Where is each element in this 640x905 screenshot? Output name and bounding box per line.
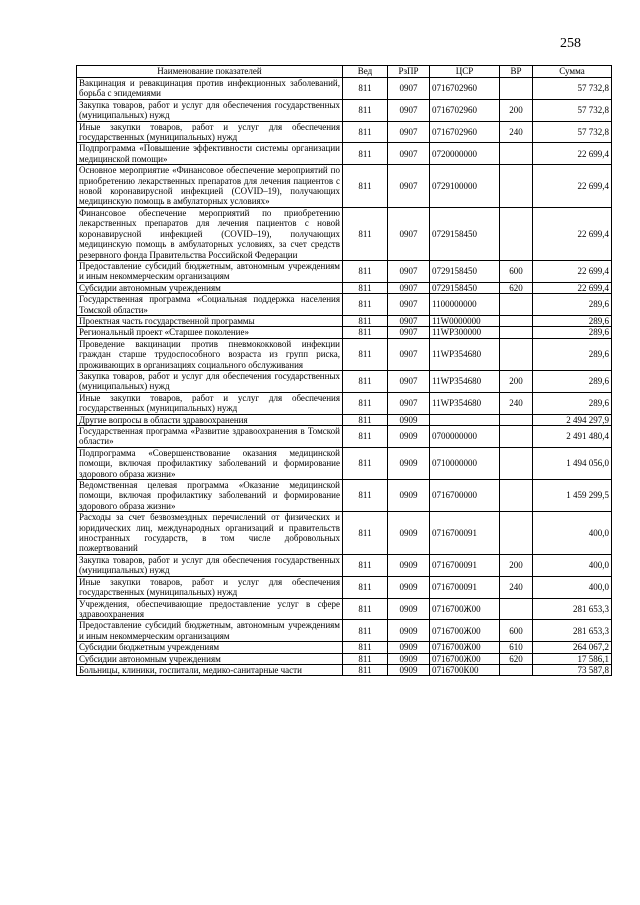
table-row xyxy=(77,315,612,326)
cell-vr xyxy=(500,327,533,338)
cell-sum: 22 699,4 xyxy=(533,143,612,165)
cell-vr xyxy=(500,315,533,326)
table-row xyxy=(77,338,612,370)
cell-vr xyxy=(500,598,533,620)
cell-ved: 811 xyxy=(343,554,388,576)
cell-ved: 811 xyxy=(343,207,388,260)
cell-rzpr: 0907 xyxy=(388,260,430,282)
cell-rzpr: 0909 xyxy=(388,598,430,620)
cell-csr: 0716700Ж00 xyxy=(430,620,500,642)
cell-rzpr: 0909 xyxy=(388,664,430,675)
cell-sum: 289,6 xyxy=(533,327,612,338)
cell-name: Иные закупки товаров, работ и услуг для обеспечения государственных (муниципальных) нужд xyxy=(77,576,343,598)
cell-sum: 400,0 xyxy=(533,554,612,576)
cell-csr xyxy=(430,414,500,425)
cell-vr: 200 xyxy=(500,554,533,576)
cell-csr: 0729158450 xyxy=(430,260,500,282)
cell-vr: 620 xyxy=(500,282,533,293)
cell-csr: 0729158450 xyxy=(430,207,500,260)
cell-sum: 2 494 297,9 xyxy=(533,414,612,425)
table-body xyxy=(77,78,612,676)
table-row xyxy=(77,576,612,598)
header-ved: Вед xyxy=(343,66,388,78)
cell-rzpr: 0907 xyxy=(388,143,430,165)
cell-vr xyxy=(500,165,533,208)
cell-rzpr: 0907 xyxy=(388,78,430,100)
cell-ved: 811 xyxy=(343,121,388,143)
cell-vr xyxy=(500,447,533,479)
cell-sum: 1 459 299,5 xyxy=(533,480,612,512)
cell-rzpr: 0907 xyxy=(388,121,430,143)
cell-ved: 811 xyxy=(343,282,388,293)
cell-csr: 0729100000 xyxy=(430,165,500,208)
cell-ved: 811 xyxy=(343,447,388,479)
cell-sum: 2 491 480,4 xyxy=(533,426,612,448)
table-row xyxy=(77,370,612,392)
cell-vr xyxy=(500,338,533,370)
cell-csr: 0716702960 xyxy=(430,99,500,121)
cell-sum: 289,6 xyxy=(533,392,612,414)
cell-name: Подпрограмма «Повышение эффективности системы организации медицинской помощи» xyxy=(77,143,343,165)
cell-sum: 22 699,4 xyxy=(533,260,612,282)
cell-csr: 0710000000 xyxy=(430,447,500,479)
table-row xyxy=(77,426,612,448)
cell-rzpr: 0907 xyxy=(388,294,430,316)
cell-sum: 57 732,8 xyxy=(533,78,612,100)
cell-vr: 600 xyxy=(500,260,533,282)
cell-ved: 811 xyxy=(343,294,388,316)
cell-rzpr: 0907 xyxy=(388,327,430,338)
table-row xyxy=(77,260,612,282)
cell-name: Субсидии бюджетным учреждениям xyxy=(77,642,343,653)
cell-name: Закупка товаров, работ и услуг для обеспечения государственных (муниципальных) нужд xyxy=(77,99,343,121)
cell-csr: 0720000000 xyxy=(430,143,500,165)
cell-ved: 811 xyxy=(343,414,388,425)
cell-csr: 0716702960 xyxy=(430,121,500,143)
cell-csr: 0716702960 xyxy=(430,78,500,100)
cell-name: Закупка товаров, работ и услуг для обеспечения государственных (муниципальных) нужд xyxy=(77,554,343,576)
cell-sum: 400,0 xyxy=(533,576,612,598)
table-row xyxy=(77,207,612,260)
cell-vr: 610 xyxy=(500,642,533,653)
cell-csr: 0716700Ж00 xyxy=(430,598,500,620)
table-row xyxy=(77,554,612,576)
cell-rzpr: 0909 xyxy=(388,426,430,448)
header-vr: ВР xyxy=(500,66,533,78)
cell-vr xyxy=(500,664,533,675)
cell-ved: 811 xyxy=(343,642,388,653)
cell-ved: 811 xyxy=(343,576,388,598)
cell-ved: 811 xyxy=(343,165,388,208)
cell-rzpr: 0909 xyxy=(388,447,430,479)
cell-name: Ведомственная целевая программа «Оказание медицинской помощи, включая профилактику заболеваний и формирование здорового образа жизни» xyxy=(77,480,343,512)
cell-csr: 0700000000 xyxy=(430,426,500,448)
cell-rzpr: 0907 xyxy=(388,165,430,208)
cell-sum: 57 732,8 xyxy=(533,121,612,143)
cell-name: Иные закупки товаров, работ и услуг для обеспечения государственных (муниципальных) нужд xyxy=(77,392,343,414)
header-rzpr: РзПР xyxy=(388,66,430,78)
cell-rzpr: 0909 xyxy=(388,653,430,664)
table-row xyxy=(77,143,612,165)
cell-vr xyxy=(500,294,533,316)
cell-ved: 811 xyxy=(343,512,388,555)
cell-vr xyxy=(500,143,533,165)
cell-csr: 11WP354680 xyxy=(430,392,500,414)
table-row xyxy=(77,392,612,414)
cell-sum: 289,6 xyxy=(533,315,612,326)
table-row xyxy=(77,121,612,143)
table-row xyxy=(77,512,612,555)
cell-sum: 289,6 xyxy=(533,294,612,316)
cell-name: Основное мероприятие «Финансовое обеспечение мероприятий по приобретению лекарственных препаратов для лечения пациентов с новой коронавирусной инфекцией (COVID–19), получающих медицинскую помощь в амбулаторных условиях» xyxy=(77,165,343,208)
cell-name: Финансовое обеспечение мероприятий по приобретению лекарственных препаратов для лечения пациентов с новой коронавирусной инфекцией (COVID–19), получающих медицинскую помощь в амбулаторных условиях, за счет средств резервного фонда Правительства Российской Федерации xyxy=(77,207,343,260)
table-row xyxy=(77,480,612,512)
cell-csr: 1100000000 xyxy=(430,294,500,316)
table-row xyxy=(77,294,612,316)
cell-csr: 0716700091 xyxy=(430,576,500,598)
cell-sum: 1 494 056,0 xyxy=(533,447,612,479)
table-row xyxy=(77,282,612,293)
table-row xyxy=(77,99,612,121)
cell-vr xyxy=(500,78,533,100)
cell-sum: 281 653,3 xyxy=(533,620,612,642)
cell-name: Больницы, клиники, госпитали, медико-санитарные части xyxy=(77,664,343,675)
cell-name: Вакцинация и ревакцинация против инфекционных заболеваний, борьба с эпидемиями xyxy=(77,78,343,100)
cell-csr: 0716700000 xyxy=(430,480,500,512)
cell-name: Проведение вакцинации против пневмококковой инфекции граждан старше трудоспособного возраста из групп риска, проживающих в организациях социального обслуживания xyxy=(77,338,343,370)
cell-sum: 73 587,8 xyxy=(533,664,612,675)
cell-name: Региональный проект «Старшее поколение» xyxy=(77,327,343,338)
table-row xyxy=(77,447,612,479)
cell-rzpr: 0909 xyxy=(388,620,430,642)
header-csr: ЦСР xyxy=(430,66,500,78)
table-header-row xyxy=(77,66,612,78)
cell-rzpr: 0909 xyxy=(388,642,430,653)
table-row xyxy=(77,165,612,208)
cell-ved: 811 xyxy=(343,370,388,392)
cell-ved: 811 xyxy=(343,426,388,448)
cell-csr: 11W0000000 xyxy=(430,315,500,326)
cell-csr: 11WP354680 xyxy=(430,338,500,370)
cell-name: Государственная программа «Развитие здравоохранения в Томской области» xyxy=(77,426,343,448)
cell-name: Субсидии автономным учреждениям xyxy=(77,282,343,293)
table-row xyxy=(77,642,612,653)
cell-rzpr: 0907 xyxy=(388,99,430,121)
cell-vr: 240 xyxy=(500,392,533,414)
cell-name: Предоставление субсидий бюджетным, автономным учреждениям и иным некоммерческим организациям xyxy=(77,260,343,282)
cell-ved: 811 xyxy=(343,260,388,282)
cell-sum: 289,6 xyxy=(533,338,612,370)
table-row xyxy=(77,78,612,100)
cell-vr: 240 xyxy=(500,576,533,598)
cell-name: Другие вопросы в области здравоохранения xyxy=(77,414,343,425)
page-number: 258 xyxy=(560,36,581,51)
cell-rzpr: 0907 xyxy=(388,315,430,326)
cell-vr: 240 xyxy=(500,121,533,143)
cell-ved: 811 xyxy=(343,392,388,414)
cell-name: Учреждения, обеспечивающие предоставление услуг в сфере здравоохранения xyxy=(77,598,343,620)
header-name: Наименование показателей xyxy=(77,66,343,78)
cell-csr: 0716700091 xyxy=(430,554,500,576)
table-row xyxy=(77,664,612,675)
cell-ved: 811 xyxy=(343,480,388,512)
cell-sum: 281 653,3 xyxy=(533,598,612,620)
cell-vr xyxy=(500,414,533,425)
cell-name: Субсидии автономным учреждениям xyxy=(77,653,343,664)
cell-rzpr: 0907 xyxy=(388,282,430,293)
cell-rzpr: 0907 xyxy=(388,392,430,414)
cell-ved: 811 xyxy=(343,664,388,675)
cell-vr: 620 xyxy=(500,653,533,664)
table-row xyxy=(77,327,612,338)
cell-ved: 811 xyxy=(343,327,388,338)
cell-vr xyxy=(500,426,533,448)
cell-vr: 200 xyxy=(500,99,533,121)
cell-sum: 17 586,1 xyxy=(533,653,612,664)
cell-ved: 811 xyxy=(343,653,388,664)
cell-sum: 264 067,2 xyxy=(533,642,612,653)
table-row xyxy=(77,414,612,425)
cell-sum: 22 699,4 xyxy=(533,207,612,260)
cell-rzpr: 0907 xyxy=(388,207,430,260)
cell-csr: 0716700Ж00 xyxy=(430,642,500,653)
cell-sum: 22 699,4 xyxy=(533,282,612,293)
cell-vr: 600 xyxy=(500,620,533,642)
cell-csr: 11WP354680 xyxy=(430,370,500,392)
cell-rzpr: 0909 xyxy=(388,480,430,512)
cell-csr: 0716700091 xyxy=(430,512,500,555)
cell-sum: 22 699,4 xyxy=(533,165,612,208)
cell-name: Закупка товаров, работ и услуг для обеспечения государственных (муниципальных) нужд xyxy=(77,370,343,392)
header-sum: Сумма xyxy=(533,66,612,78)
cell-name: Предоставление субсидий бюджетным, автономным учреждениям и иным некоммерческим организациям xyxy=(77,620,343,642)
cell-name: Государственная программа «Социальная поддержка населения Томской области» xyxy=(77,294,343,316)
cell-ved: 811 xyxy=(343,315,388,326)
cell-rzpr: 0909 xyxy=(388,512,430,555)
cell-sum: 57 732,8 xyxy=(533,99,612,121)
cell-rzpr: 0907 xyxy=(388,338,430,370)
cell-sum: 289,6 xyxy=(533,370,612,392)
cell-rzpr: 0909 xyxy=(388,414,430,425)
cell-vr xyxy=(500,207,533,260)
budget-table xyxy=(76,65,612,676)
cell-ved: 811 xyxy=(343,598,388,620)
cell-csr: 0716700Ж00 xyxy=(430,653,500,664)
cell-ved: 811 xyxy=(343,620,388,642)
cell-rzpr: 0909 xyxy=(388,554,430,576)
cell-sum: 400,0 xyxy=(533,512,612,555)
cell-vr: 200 xyxy=(500,370,533,392)
table-row xyxy=(77,653,612,664)
cell-ved: 811 xyxy=(343,99,388,121)
cell-csr: 11WP300000 xyxy=(430,327,500,338)
cell-name: Подпрограмма «Совершенствование оказания медицинской помощи, включая профилактику заболеваний и формирование здорового образа жизни» xyxy=(77,447,343,479)
cell-ved: 811 xyxy=(343,143,388,165)
cell-vr xyxy=(500,480,533,512)
cell-rzpr: 0909 xyxy=(388,576,430,598)
cell-name: Расходы за счет безвозмездных перечислений от физических и юридических лиц, международных организаций и правительств иностранных государств, в том числе добровольных пожертвований xyxy=(77,512,343,555)
table-row xyxy=(77,598,612,620)
table-row xyxy=(77,620,612,642)
cell-rzpr: 0907 xyxy=(388,370,430,392)
cell-ved: 811 xyxy=(343,338,388,370)
cell-ved: 811 xyxy=(343,78,388,100)
cell-csr: 0716700К00 xyxy=(430,664,500,675)
cell-vr xyxy=(500,512,533,555)
cell-csr: 0729158450 xyxy=(430,282,500,293)
cell-name: Иные закупки товаров, работ и услуг для обеспечения государственных (муниципальных) нужд xyxy=(77,121,343,143)
cell-name: Проектная часть государственной программы xyxy=(77,315,343,326)
